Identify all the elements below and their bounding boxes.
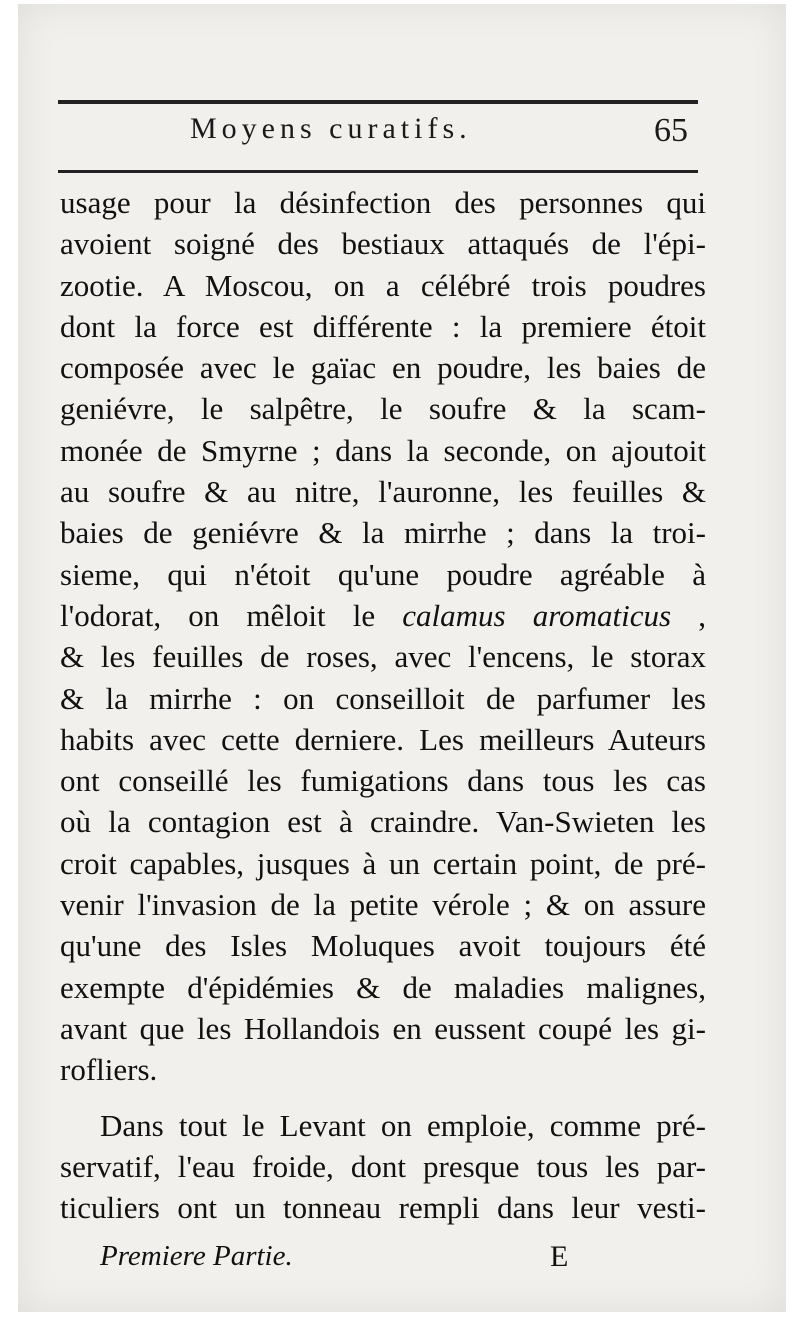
body-text <box>60 182 706 1228</box>
header-rule-top <box>58 100 698 104</box>
text-line: baies de geniévre & la mirrhe ; dans la troi- <box>60 515 706 551</box>
footer-part: Premiere Partie. <box>100 1240 293 1272</box>
text-line: zootie. A Moscou, on a célébré trois poudres <box>60 267 706 303</box>
text-line-italic <box>60 595 706 636</box>
footer-signature: E <box>550 1240 569 1273</box>
text-line: venir l'invasion de la petite vérole ; & on assure <box>60 887 706 923</box>
text-line: & les feuilles de roses, avec l'encens, le storax <box>60 639 706 675</box>
text-line: au soufre & au nitre, l'auronne, les feuilles & <box>60 474 706 510</box>
paragraph-gap <box>60 1091 706 1105</box>
page-number: 65 <box>654 112 688 149</box>
text-line: ticuliers ont un tonneau rempli dans leur vesti- <box>60 1190 706 1226</box>
text-line: qu'une des Isles Moluques avoit toujours été <box>60 928 706 964</box>
text-line: geniévre, le salpêtre, le soufre & la scam- <box>60 391 706 427</box>
text-fragment: l'odorat, on mêloit le <box>60 597 403 633</box>
text-line: croit capables, jusques à un certain point, de pré- <box>60 845 706 881</box>
text-line: avant que les Hollandois en eussent coupé les gi- <box>60 1010 706 1046</box>
header-rule-bottom <box>58 170 698 173</box>
running-title: Moyens curatifs. <box>190 112 472 145</box>
italic-phrase: calamus aromaticus <box>402 597 672 633</box>
text-line: ont conseillé les fumigations dans tous les cas <box>60 763 706 799</box>
text-line: servatif, l'eau froide, dont presque tous les par- <box>60 1148 706 1184</box>
text-line: Dans tout le Levant on emploie, comme pré- <box>100 1107 706 1143</box>
text-fragment: , <box>671 597 706 633</box>
text-line: habits avec cette derniere. Les meilleurs Auteurs <box>60 721 706 757</box>
text-line: composée avec le gaïac en poudre, les baies de <box>60 350 706 386</box>
text-line: avoient soigné des bestiaux attaqués de l'épi- <box>60 226 706 262</box>
text-line: sieme, qui n'étoit qu'une poudre agréable à <box>60 556 706 592</box>
text-line: & la mirrhe : on conseilloit de parfumer les <box>60 680 706 716</box>
text-line: exempte d'épidémies & de maladies malignes, <box>60 969 706 1005</box>
text-line: où la contagion est à craindre. Van-Swieten les <box>60 804 706 840</box>
text-line: monée de Smyrne ; dans la seconde, on ajoutoit <box>60 432 706 468</box>
text-line: dont la force est différente : la premiere étoit <box>60 308 706 344</box>
text-line: rofliers. <box>60 1052 158 1088</box>
text-line: usage pour la désinfection des personnes qui <box>60 185 706 220</box>
